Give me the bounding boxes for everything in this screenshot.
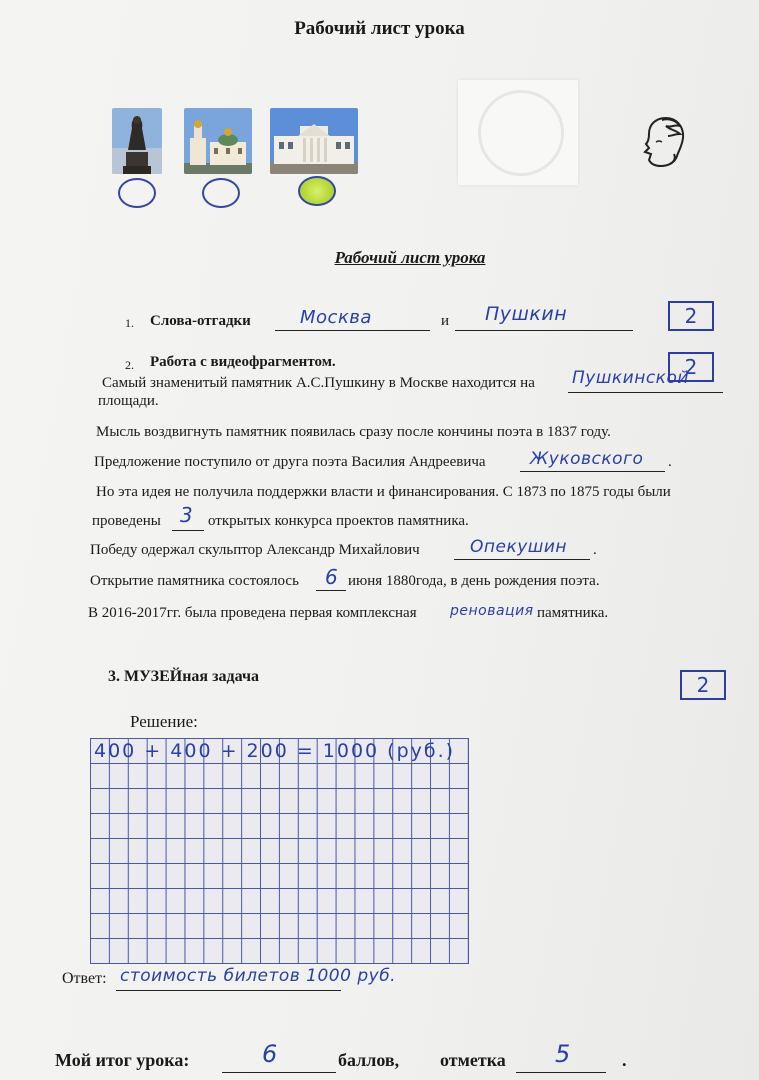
section2-number: 2. bbox=[125, 358, 134, 372]
summary-grade-label: отметка bbox=[440, 1050, 506, 1070]
line1-tail: площади. bbox=[98, 393, 159, 409]
summary-points: 6 bbox=[262, 1040, 278, 1068]
summary-points-line bbox=[222, 1072, 336, 1073]
pushkin-portrait-icon bbox=[636, 114, 688, 172]
line2-text: Мысль воздвигнуть памятник появилась сразу после кончины поэта в 1837 году. bbox=[96, 424, 611, 440]
line8-tail: памятника. bbox=[537, 605, 609, 621]
answer-text: стоимость билетов 1000 руб. bbox=[120, 966, 397, 986]
line3-answer: Жуковского bbox=[530, 449, 644, 469]
line5-tail: открытых конкурса проектов памятника. bbox=[208, 513, 469, 529]
line5-text: проведены bbox=[92, 513, 161, 529]
section1-answer2-line bbox=[455, 330, 633, 331]
section1-answer1: Москва bbox=[300, 307, 372, 328]
summary-end: . bbox=[622, 1050, 627, 1070]
line8-answer: реновация bbox=[450, 603, 534, 619]
line5-answer: 3 bbox=[180, 503, 194, 527]
section1-connector: и bbox=[441, 313, 450, 329]
line7-text: Открытие памятника состоялось bbox=[90, 573, 299, 589]
section2-label bbox=[150, 354, 336, 371]
line6-answer: Опекушин bbox=[470, 537, 568, 557]
section3-score-box: 2 bbox=[680, 670, 726, 700]
summary-label: Мой итог урока: bbox=[55, 1050, 190, 1070]
choice-circle-3-selected[interactable] bbox=[298, 176, 336, 206]
choice-circle-2[interactable] bbox=[202, 178, 240, 208]
line1-answer-line bbox=[568, 392, 723, 393]
section2-label-end: . bbox=[331, 354, 336, 370]
line6-answer-line bbox=[454, 559, 590, 560]
solution-label: Решение: bbox=[130, 712, 198, 731]
line7-tail: июня 1880года, в день рождения поэта. bbox=[348, 573, 600, 589]
line6-text: Победу одержал скульптор Александр Михайлович bbox=[90, 542, 420, 558]
line1-answer: Пушкинской bbox=[572, 368, 689, 388]
church-photo bbox=[184, 108, 252, 174]
line7-answer-line bbox=[316, 590, 346, 591]
faded-stamp bbox=[458, 80, 578, 185]
answer-label: Ответ: bbox=[62, 970, 107, 987]
line1-text: Самый знаменитый памятник А.С.Пушкину в Москве находится на bbox=[102, 375, 535, 391]
solution-grid bbox=[90, 738, 469, 964]
page-header-title: Рабочий лист урока bbox=[294, 18, 465, 39]
line7-answer: 6 bbox=[325, 565, 339, 589]
line3-text: Предложение поступило от друга поэта Василия Андреевича bbox=[94, 454, 486, 470]
section1-answer2: Пушкин bbox=[485, 303, 568, 325]
line4-text: Но эта идея не получила поддержки власти и финансирования. С 1873 по 1875 годы были bbox=[96, 484, 671, 500]
summary-grade-line bbox=[516, 1072, 606, 1073]
line8-text: В 2016-2017гг. была проведена первая комплексная bbox=[88, 605, 417, 621]
section1-answer1-line bbox=[275, 330, 430, 331]
section2-label-text: Работа с видеофрагментом bbox=[150, 354, 332, 370]
monument-photo bbox=[112, 108, 162, 174]
summary-grade: 5 bbox=[555, 1040, 571, 1068]
section1-label: Слова-отгадки bbox=[150, 313, 251, 329]
museum-building-photo bbox=[270, 108, 358, 174]
line6-tail: . bbox=[593, 542, 597, 558]
worksheet-title: Рабочий лист урока bbox=[334, 248, 486, 267]
solution-expression: 400 + 400 + 200 = 1000 (руб.) bbox=[94, 740, 456, 762]
line3-tail: . bbox=[668, 454, 672, 470]
summary-points-unit: баллов, bbox=[338, 1050, 400, 1070]
section1-number: 1. bbox=[125, 316, 134, 330]
section3-label: 3. МУЗЕЙная задача bbox=[108, 668, 259, 685]
section2-score-box: 2 bbox=[668, 352, 714, 382]
line5-answer-line bbox=[172, 530, 204, 531]
choice-circle-1[interactable] bbox=[118, 178, 156, 208]
answer-line bbox=[116, 990, 341, 991]
section1-score-box: 2 bbox=[668, 301, 714, 331]
line3-answer-line bbox=[520, 471, 665, 472]
